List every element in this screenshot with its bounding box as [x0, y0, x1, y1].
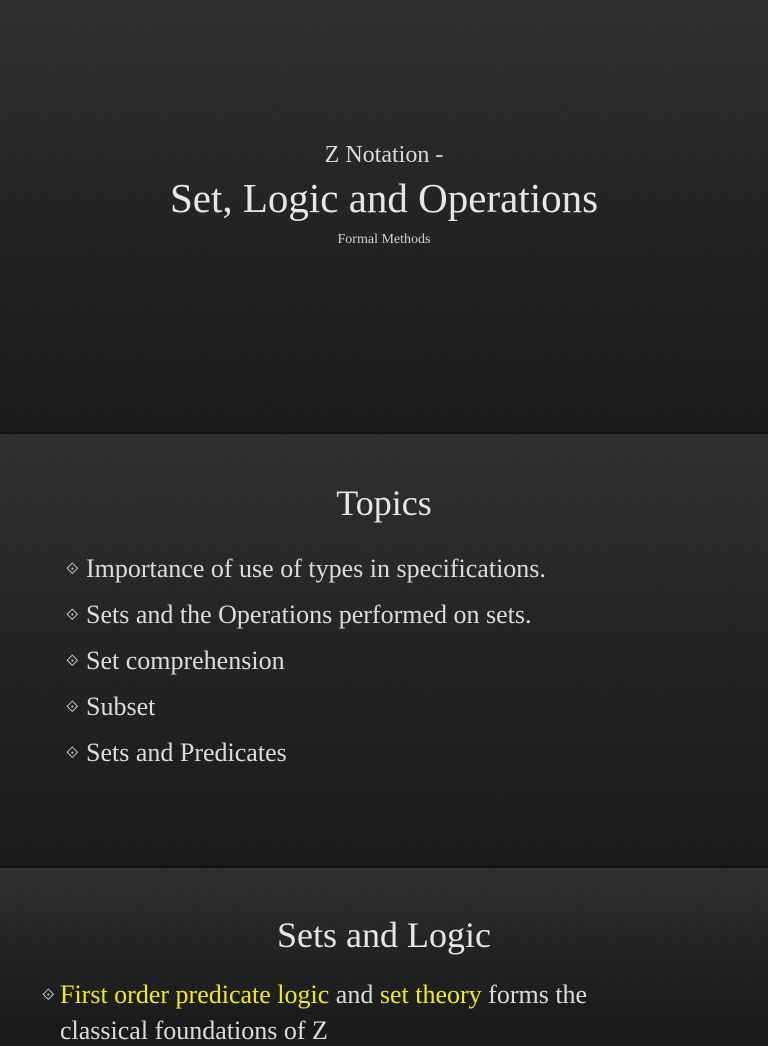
- slide-caption: Formal Methods: [337, 232, 431, 247]
- title-slide: [0, 0, 768, 432]
- topics-heading: Topics: [336, 483, 432, 523]
- diamond-bullet-icon: ⟐: [66, 651, 79, 670]
- diamond-bullet-icon: ⟐: [66, 605, 79, 624]
- diamond-bullet-icon: ⟐: [66, 559, 79, 578]
- list-item: [66, 730, 546, 776]
- list-item-text: Sets and the Operations performed on sets.: [86, 600, 532, 629]
- diamond-bullet-icon: ⟐: [66, 743, 79, 762]
- list-item: [66, 546, 546, 592]
- paragraph-line: [42, 980, 587, 1010]
- diamond-bullet-icon: ⟐: [66, 697, 79, 716]
- highlight-text: set theory: [379, 980, 482, 1009]
- list-item-text: Subset: [86, 692, 156, 721]
- topics-slide: [0, 434, 768, 866]
- slide-subtitle: Z Notation -: [324, 142, 444, 168]
- list-item: [66, 638, 546, 684]
- list-item-text: Importance of use of types in specifications.: [86, 554, 546, 583]
- list-item-text: Set comprehension: [86, 646, 285, 675]
- diamond-bullet-icon: ⟐: [42, 985, 55, 1004]
- slide-title: Set, Logic and Operations: [169, 175, 599, 221]
- paragraph-continuation: classical foundations of Z: [60, 1016, 328, 1045]
- list-item: [66, 592, 546, 638]
- plain-text: forms the: [481, 980, 588, 1009]
- list-item: [66, 684, 546, 730]
- highlight-text: First order predicate logic: [60, 980, 330, 1009]
- plain-text: and: [329, 980, 380, 1009]
- topics-list: [66, 546, 546, 776]
- list-item-text: Sets and Predicates: [86, 738, 287, 767]
- sets-logic-heading: Sets and Logic: [277, 915, 491, 955]
- sets-logic-slide: [0, 868, 768, 1045]
